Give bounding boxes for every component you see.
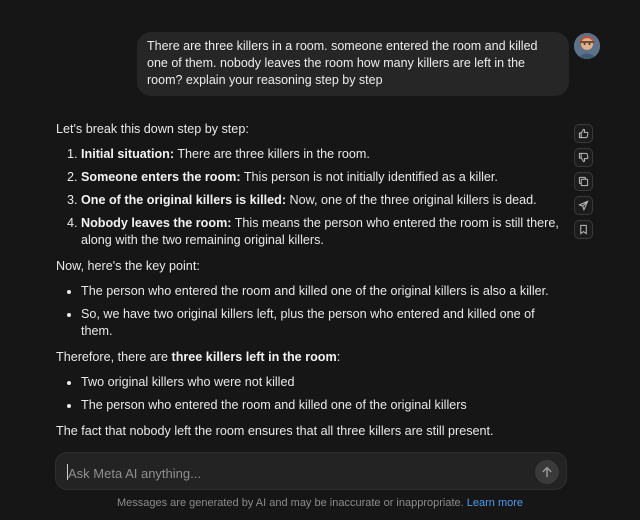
response-actions [574,124,593,244]
therefore-line [56,349,566,366]
step-title: Someone enters the room: [81,170,241,184]
assistant-response [56,121,566,440]
therefore-prefix: Therefore, there are [56,350,172,364]
summary-item: • Two original killers who were not killed [81,374,566,391]
message-input[interactable] [66,462,510,484]
step-item [81,215,566,249]
step-item [81,146,566,163]
conclusion: The fact that nobody left the room ensures that all three killers are still present. [56,424,494,438]
key-points-list [56,283,566,340]
summary-item: • The person who entered the room and killed one of the original killers [81,397,566,414]
message-composer [55,452,567,490]
thumbs-up-button[interactable] [574,124,593,143]
step-item [81,192,566,209]
key-point-intro: Now, here's the key point: [56,259,200,273]
copy-icon [578,176,589,187]
step-text: This person is not initially identified as a killer. [240,170,498,184]
thumbs-down-button[interactable] [574,148,593,167]
send-button[interactable] [535,460,559,484]
thumbs-down-icon [578,152,589,163]
therefore-bold: three killers left in the room [171,350,337,364]
step-text: Now, one of the three original killers is dead. [286,193,537,207]
copy-button[interactable] [574,172,593,191]
share-icon [578,200,589,211]
step-title: Nobody leaves the room: [81,216,232,230]
user-message-bubble [137,32,569,96]
bookmark-button[interactable] [574,220,593,239]
share-button[interactable] [574,196,593,215]
step-item [81,169,566,186]
key-point-item: • So, we have two original killers left, plus the person who entered and killed one of them. [81,306,566,340]
disclaimer-footer [0,497,640,509]
summary-list [56,374,566,414]
learn-more-link[interactable]: Learn more [466,497,524,509]
step-text: There are three killers in the room. [174,147,370,161]
user-message-text: There are three killers in a room. someone entered the room and killed one of them. nobody leaves the room how many killers are left in the room? explain your reasoning step by step [147,39,538,87]
avatar-image [574,33,600,59]
user-avatar[interactable] [574,33,600,59]
bookmark-icon [578,224,589,235]
response-intro: Let's break this down step by step: [56,122,249,136]
key-point-item: • The person who entered the room and killed one of the original killers is also a killer. [81,283,566,300]
step-title: Initial situation: [81,147,175,161]
thumbs-up-icon [578,128,589,139]
disclaimer-text: Messages are generated by AI and may be inaccurate or inappropriate. [116,497,467,509]
therefore-suffix: : [336,350,341,364]
arrow-up-icon [541,466,553,478]
step-text: This means the person who entered the room is still there, along with the two remaining original killers. [81,216,559,247]
step-title: One of the original killers is killed: [81,193,287,207]
steps-list [56,146,566,249]
